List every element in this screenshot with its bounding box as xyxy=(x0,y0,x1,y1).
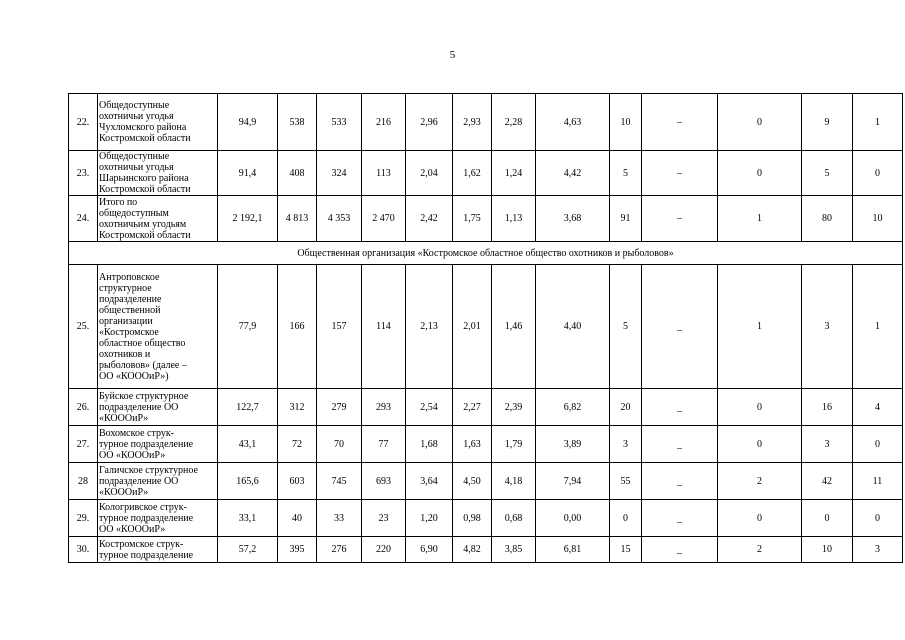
area-name-cell: Общедоступные охотничьи угодья Шарьинского района Костромской области xyxy=(98,151,218,196)
value-cell: 1,79 xyxy=(492,426,536,463)
value-cell: 3,64 xyxy=(406,463,453,500)
value-cell: 293 xyxy=(362,389,406,426)
value-cell: 4,50 xyxy=(453,463,492,500)
value-cell: 2,27 xyxy=(453,389,492,426)
value-cell: 2,93 xyxy=(453,94,492,151)
row-number-cell: 24. xyxy=(69,196,98,242)
value-cell: 10 xyxy=(610,94,642,151)
value-cell: 0 xyxy=(718,500,802,537)
value-cell: 6,90 xyxy=(406,537,453,563)
value-cell: 408 xyxy=(278,151,317,196)
value-cell: 10 xyxy=(853,196,903,242)
value-cell: 6,82 xyxy=(536,389,610,426)
value-cell: _ xyxy=(642,537,718,563)
row-number-cell: 23. xyxy=(69,151,98,196)
value-cell: 4,40 xyxy=(536,265,610,389)
value-cell: 20 xyxy=(610,389,642,426)
area-name-cell: Вохомское струк- турное подразделение ОО «КОООиР» xyxy=(98,426,218,463)
table-row xyxy=(69,196,903,242)
value-cell: 4 xyxy=(853,389,903,426)
value-cell: 395 xyxy=(278,537,317,563)
value-cell: 94,9 xyxy=(218,94,278,151)
value-cell: 91 xyxy=(610,196,642,242)
value-cell: 312 xyxy=(278,389,317,426)
value-cell: 324 xyxy=(317,151,362,196)
value-cell: 3,68 xyxy=(536,196,610,242)
value-cell: 2,04 xyxy=(406,151,453,196)
value-cell: 0,68 xyxy=(492,500,536,537)
value-cell: 80 xyxy=(802,196,853,242)
value-cell: 1,46 xyxy=(492,265,536,389)
value-cell: 72 xyxy=(278,426,317,463)
value-cell: 693 xyxy=(362,463,406,500)
value-cell: 2 xyxy=(718,537,802,563)
value-cell: 0 xyxy=(853,500,903,537)
row-number-cell: 25. xyxy=(69,265,98,389)
value-cell: 0 xyxy=(610,500,642,537)
value-cell: 166 xyxy=(278,265,317,389)
value-cell: 0 xyxy=(718,94,802,151)
row-number-cell: 26. xyxy=(69,389,98,426)
value-cell: 33 xyxy=(317,500,362,537)
value-cell: 1,20 xyxy=(406,500,453,537)
section-header: Общественная организация «Костромское областное общество охотников и рыболовов» xyxy=(69,242,903,265)
value-cell: 40 xyxy=(278,500,317,537)
value-cell: 15 xyxy=(610,537,642,563)
value-cell: 157 xyxy=(317,265,362,389)
row-number-cell: 30. xyxy=(69,537,98,563)
value-cell: 6,81 xyxy=(536,537,610,563)
row-number-cell: 29. xyxy=(69,500,98,537)
area-name-cell: Итого по общедоступным охотничьим угодьям Костромской области xyxy=(98,196,218,242)
value-cell: _ xyxy=(642,265,718,389)
value-cell: 70 xyxy=(317,426,362,463)
table-row xyxy=(69,500,903,537)
value-cell: 3 xyxy=(802,426,853,463)
table-row xyxy=(69,265,903,389)
value-cell: 2,28 xyxy=(492,94,536,151)
value-cell: 77,9 xyxy=(218,265,278,389)
value-cell: 33,1 xyxy=(218,500,278,537)
value-cell: 0,98 xyxy=(453,500,492,537)
value-cell: 2 470 xyxy=(362,196,406,242)
value-cell: 3 xyxy=(802,265,853,389)
value-cell: 10 xyxy=(802,537,853,563)
value-cell: 1,24 xyxy=(492,151,536,196)
value-cell: 1 xyxy=(853,94,903,151)
value-cell: – xyxy=(642,94,718,151)
table-row xyxy=(69,389,903,426)
value-cell: 4,82 xyxy=(453,537,492,563)
value-cell: 2 192,1 xyxy=(218,196,278,242)
table-row xyxy=(69,426,903,463)
area-name-cell: Кологривское струк- турное подразделение ОО «КОООиР» xyxy=(98,500,218,537)
value-cell: 1,68 xyxy=(406,426,453,463)
area-name-cell: Галичское структурное подразделение ОО «КОООиР» xyxy=(98,463,218,500)
value-cell: 5 xyxy=(610,265,642,389)
value-cell: 3,85 xyxy=(492,537,536,563)
value-cell: 7,94 xyxy=(536,463,610,500)
value-cell: 603 xyxy=(278,463,317,500)
value-cell: 1 xyxy=(718,265,802,389)
value-cell: 3 xyxy=(610,426,642,463)
table-row xyxy=(69,151,903,196)
value-cell: 57,2 xyxy=(218,537,278,563)
value-cell: 42 xyxy=(802,463,853,500)
row-number-cell: 27. xyxy=(69,426,98,463)
area-name-cell: Общедоступные охотничьи угодья Чухломского района Костромской области xyxy=(98,94,218,151)
value-cell: 0 xyxy=(853,426,903,463)
value-cell: 91,4 xyxy=(218,151,278,196)
value-cell: – xyxy=(642,196,718,242)
value-cell: 0 xyxy=(853,151,903,196)
value-cell: _ xyxy=(642,389,718,426)
table-row xyxy=(69,463,903,500)
table-row xyxy=(69,537,903,563)
value-cell: 23 xyxy=(362,500,406,537)
value-cell: 2,13 xyxy=(406,265,453,389)
value-cell: 4,63 xyxy=(536,94,610,151)
row-number-cell: 28 xyxy=(69,463,98,500)
hunting-grounds-table xyxy=(68,93,903,563)
value-cell: 2,54 xyxy=(406,389,453,426)
value-cell: 2,01 xyxy=(453,265,492,389)
value-cell: 1,13 xyxy=(492,196,536,242)
value-cell: 533 xyxy=(317,94,362,151)
value-cell: 2,96 xyxy=(406,94,453,151)
value-cell: 2,42 xyxy=(406,196,453,242)
value-cell: 11 xyxy=(853,463,903,500)
value-cell: 165,6 xyxy=(218,463,278,500)
section-row xyxy=(69,242,903,265)
value-cell: 1 xyxy=(853,265,903,389)
value-cell: 0,00 xyxy=(536,500,610,537)
value-cell: 0 xyxy=(718,426,802,463)
table-row xyxy=(69,94,903,151)
value-cell: 9 xyxy=(802,94,853,151)
value-cell: 538 xyxy=(278,94,317,151)
value-cell: 4,18 xyxy=(492,463,536,500)
value-cell: 0 xyxy=(718,389,802,426)
value-cell: 1,62 xyxy=(453,151,492,196)
value-cell: 43,1 xyxy=(218,426,278,463)
value-cell: 216 xyxy=(362,94,406,151)
value-cell: 276 xyxy=(317,537,362,563)
value-cell: 0 xyxy=(802,500,853,537)
value-cell: 77 xyxy=(362,426,406,463)
value-cell: 745 xyxy=(317,463,362,500)
value-cell: _ xyxy=(642,463,718,500)
value-cell: _ xyxy=(642,500,718,537)
value-cell: 122,7 xyxy=(218,389,278,426)
value-cell: 55 xyxy=(610,463,642,500)
value-cell: 1 xyxy=(718,196,802,242)
row-number-cell: 22. xyxy=(69,94,98,151)
value-cell: 1,63 xyxy=(453,426,492,463)
value-cell: 0 xyxy=(718,151,802,196)
value-cell: 1,75 xyxy=(453,196,492,242)
value-cell: 2,39 xyxy=(492,389,536,426)
value-cell: 2 xyxy=(718,463,802,500)
value-cell: – xyxy=(642,151,718,196)
value-cell: 113 xyxy=(362,151,406,196)
area-name-cell: Буйское структурное подразделение ОО «КОООиР» xyxy=(98,389,218,426)
value-cell: 220 xyxy=(362,537,406,563)
area-name-cell: Антроповское структурное подразделение общественной организации «Костромское областное общество охотников и рыболовов» (далее – ОО «КОООиР») xyxy=(98,265,218,389)
value-cell: 279 xyxy=(317,389,362,426)
value-cell: 114 xyxy=(362,265,406,389)
value-cell: 3 xyxy=(853,537,903,563)
value-cell: 16 xyxy=(802,389,853,426)
page-number: 5 xyxy=(449,49,456,61)
area-name-cell: Костромское струк- турное подразделение xyxy=(98,537,218,563)
value-cell: 4 813 xyxy=(278,196,317,242)
value-cell: 5 xyxy=(802,151,853,196)
value-cell: 4,42 xyxy=(536,151,610,196)
value-cell: 3,89 xyxy=(536,426,610,463)
value-cell: 5 xyxy=(610,151,642,196)
value-cell: _ xyxy=(642,426,718,463)
value-cell: 4 353 xyxy=(317,196,362,242)
